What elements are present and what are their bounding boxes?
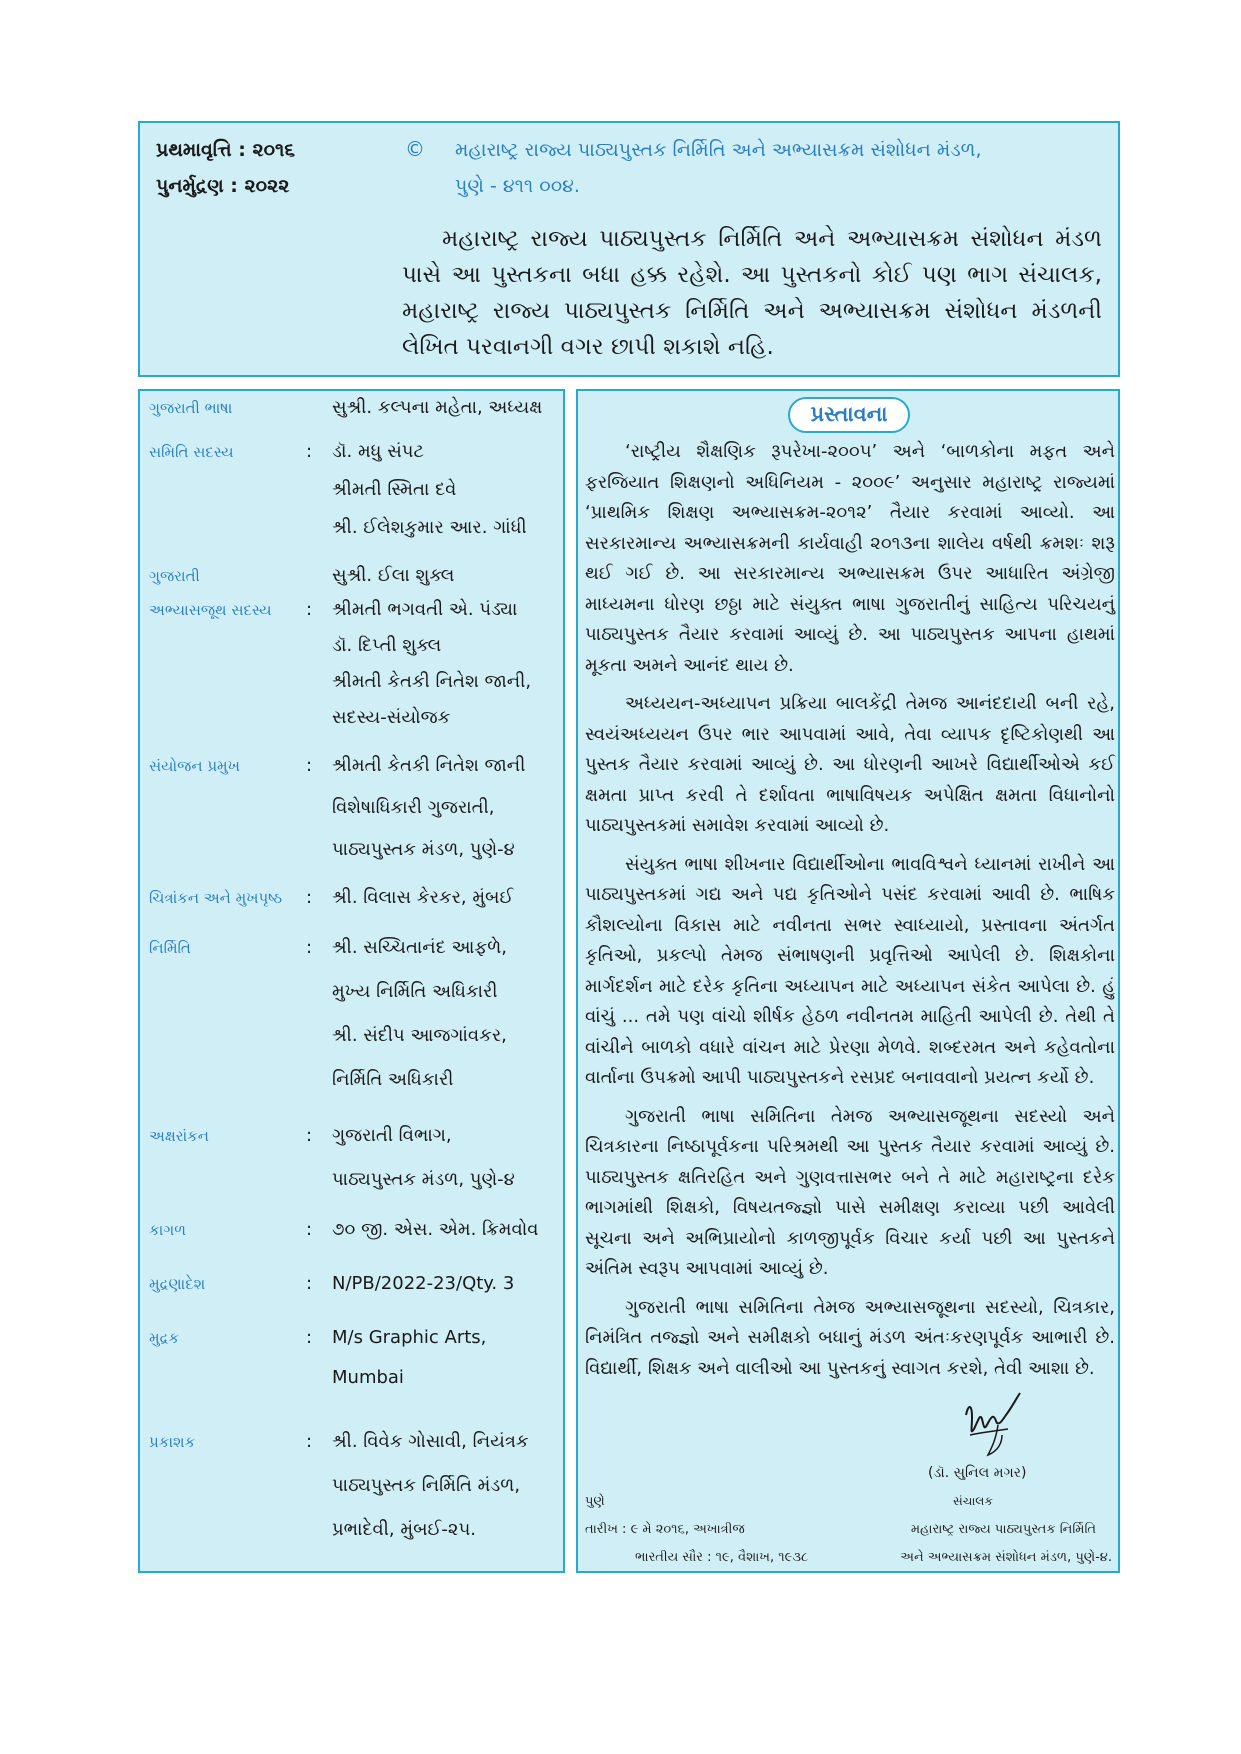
credit-label: ગુજરાતી bbox=[149, 567, 200, 585]
credit-name: નિર્મિતિ અધિકારી bbox=[332, 1069, 454, 1090]
signer-role: સંચાલક bbox=[953, 1494, 993, 1508]
credit-name: શ્રીમતી ભગવતી એ. પંડ્યા bbox=[332, 599, 518, 620]
preface-box bbox=[576, 389, 1120, 1573]
preface-paragraph: ‘રાષ્ટ્રીય શૈક્ષણિક રૂપરેખા-૨૦૦૫’ અને ‘બાળકોના મફત અને ફરજિયાત શિક્ષણનો અધિનિયમ - ૨૦૦૯’ અનુસાર મહારાષ્ટ્ર રાજ્યમાં ‘પ્રાથમિક શિક્ષણ અભ્યાસક્રમ-૨૦૧૨’ તૈયાર કરવામાં આવ્યો. આ સરકારમાન્ય અભ્યાસક્રમની કાર્યવાહી ૨૦૧૩ના શાલેય વર્ષથી ક્રમશઃ શરૂ થઈ ગઈ છે. આ સરકારમાન્ય અભ્યાસક્રમ ઉપર આધારિત અંગ્રેજી માધ્યમના ધોરણ છઠ્ઠા માટે સંયુક્ત ભાષા ગુજરાતીનું સાહિત્ય પરિચયનું પાઠ્યપુસ્તક તૈયાર કરવામાં આવ્યું છે. આ પાઠ્યપુસ્તક આપના હાથમાં મૂકતા અમને આનંદ થાય છે. bbox=[585, 441, 1115, 676]
signer-name: (ડૉ. સુનિલ મગર) bbox=[928, 1465, 1027, 1481]
credit-row bbox=[140, 1163, 567, 1207]
credit-label: ગુજરાતી ભાષા bbox=[149, 399, 233, 417]
credit-label: સમિતિ સદસ્ય bbox=[149, 443, 234, 461]
credit-name: ડૉ. મધુ સંપટ bbox=[332, 441, 424, 462]
credit-row bbox=[140, 1321, 567, 1365]
edition-first: પ્રથમાવૃત્તિ : ૨૦૧૬ bbox=[156, 139, 295, 161]
credit-colon: : bbox=[306, 599, 313, 620]
publisher-name: મહારાષ્ટ્ર રાજ્ય પાઠ્યપુસ્તક નિર્મિતિ અને અભ્યાસક્રમ સંશોધન મંડળ, bbox=[455, 139, 982, 161]
credit-row bbox=[140, 749, 567, 793]
credit-label: ચિત્રાંકન અને મુખપૃષ્ઠ bbox=[149, 889, 283, 907]
credit-colon: : bbox=[306, 441, 313, 462]
preface-title: પ્રસ્તાવના bbox=[788, 397, 910, 433]
credit-row bbox=[140, 1267, 567, 1311]
credit-colon: : bbox=[306, 1273, 313, 1294]
preface-paragraph: અધ્યયન-અધ્યાપન પ્રક્રિયા બાલકેંદ્રી તેમજ આનંદદાયી બની રહે, સ્વયંઅધ્યયન ઉપર ભાર આપવામાં આવે, તેવા વ્યાપક દૃષ્ટિકોણથી આ પુસ્તક તૈયાર કરવામાં આવ્યું છે. આ ધોરણની આખરે વિદ્યાર્થીઓએ કઈ ક્ષમતા પ્રાપ્ત કરવી તે દર્શાવતા ભાષાવિષયક અપેક્ષિત ક્ષમતા વિધાનોનો પાઠ્યપુસ્તકમાં સમાવેશ કરવામાં આવ્યો છે. bbox=[585, 693, 1115, 836]
credit-name: શ્રીમતી કેતકી નિતેશ જાની bbox=[332, 755, 526, 776]
credit-row bbox=[140, 391, 567, 435]
preface-paragraph: ગુજરાતી ભાષા સમિતિના તેમજ અભ્યાસજૂથના સદસ્યો અને ચિત્રકારના નિષ્ઠાપૂર્વકના પરિશ્રમથી આ પુસ્તક તૈયાર કરવામાં આવ્યું છે. પાઠ્યપુસ્તક ક્ષતિરહિત અને ગુણવત્તાસભર બને તે માટે મહારાષ્ટ્રના દરેક ભાગમાંથી શિક્ષકો, વિષયતજ્જ્ઞો પાસે સમીક્ષણ કરાવ્યા પછી આવેલી સૂચના અને અભિપ્રાયોનો કાળજીપૂર્વક વિચાર કર્યા પછી આ પુસ્તકને અંતિમ સ્વરૂપ આપવામાં આવ્યું છે. bbox=[585, 1105, 1115, 1279]
preface-paragraph: ગુજરાતી ભાષા સમિતિના તેમજ અભ્યાસજૂથના સદસ્યો, ચિત્રકાર, નિમંત્રિત તજ્જ્ઞો અને સમીક્ષકો બધાનું મંડળ અંતઃકરણપૂર્વક આભારી છે. વિદ્યાર્થી, શિક્ષક અને વાલીઓ આ પુસ્તકનું સ્વાગત કરશે, તેવી આશા છે. bbox=[585, 1296, 1115, 1379]
credit-name: શ્રીમતી કેતકી નિતેશ જાની, bbox=[332, 671, 532, 692]
credit-name: શ્રી. વિવેક ગોસાવી, નિયંત્રક bbox=[332, 1431, 529, 1452]
credit-row bbox=[140, 931, 567, 975]
credit-colon: : bbox=[306, 1327, 313, 1348]
credit-colon: : bbox=[306, 1125, 313, 1146]
credits-box bbox=[138, 389, 565, 1573]
credit-row bbox=[140, 701, 567, 745]
credit-row bbox=[140, 1063, 567, 1107]
preface-paragraph: સંયુક્ત ભાષા શીખનાર વિદ્યાર્થીઓના ભાવવિશ્વને ધ્યાનમાં રાખીને આ પાઠ્યપુસ્તકમાં ગદ્ય અને પદ્ય કૃતિઓને પસંદ કરવામાં આવી છે. ભાષિક કૌશલ્યોના વિકાસ માટે નવીનતા સભર સ્વાધ્યાયો, પ્રસ્તાવના અંતર્ગત કૃતિઓ, પ્રકલ્પો તેમજ સંભાષણની પ્રવૃત્તિઓ આપેલી છે. શિક્ષકોના માર્ગદર્શન માટે દરેક કૃતિના અધ્યાપન માટે અધ્યાપન સંકેત આપેલા છે. હું વાંચું ... તમે પણ વાંચો શીર્ષક હેઠળ નવીનતમ માહિતી આપેલી છે. તેથી તે વાંચીને બાળકો વધારે વાંચન માટે પ્રેરણા મેળવે. શબ્દરમત અને કહેવતોના વાર્તાના ઉપક્રમો આપી પાઠ્યપુસ્તકને રસપ્રદ બનાવવાનો પ્રયત્ન કર્યો છે. bbox=[585, 853, 1115, 1088]
credit-row bbox=[140, 1361, 567, 1405]
credit-row bbox=[140, 833, 567, 877]
credit-colon: : bbox=[306, 887, 313, 908]
credit-name: પ્રભાદેવી, મુંબઈ-૨૫. bbox=[332, 1519, 477, 1540]
credit-colon: : bbox=[306, 1431, 313, 1452]
credit-label: કાગળ bbox=[149, 1221, 186, 1239]
credit-row bbox=[140, 1425, 567, 1469]
credit-name: M/s Graphic Arts, bbox=[332, 1327, 487, 1348]
office-line: અને અભ્યાસક્રમ સંશોધન મંડળ, પુણે-૪. bbox=[900, 1550, 1112, 1565]
credit-name: શ્રી. સચ્ચિતાનંદ આફળે, bbox=[332, 937, 508, 958]
credit-name: ડૉ. દિપ્તી શુક્લ bbox=[332, 635, 442, 656]
credit-row bbox=[140, 975, 567, 1019]
rights-statement: મહારાષ્ટ્ર રાજ્ય પાઠ્યપુસ્તક નિર્મિતિ અને અભ્યાસક્રમ સંશોધન મંડળ પાસે આ પુસ્તકના બધા હક્ક રહેશે. આ પુસ્તકનો કોઈ પણ ભાગ સંચાલક, મહારાષ્ટ્ર રાજ્ય પાઠ્યપુસ્તક નિર્મિતિ અને અભ્યાસક્રમ સંશોધન મંડળની લેખિત પરવાનગી વગર છાપી શકાશે નહિ. bbox=[402, 226, 1102, 360]
credit-row bbox=[140, 511, 567, 555]
date: તારીખ : ૯ મે ૨૦૧૬, અખાત્રીજ bbox=[585, 1522, 745, 1537]
credit-name: શ્રી. સંદીપ આજગાંવકર, bbox=[332, 1025, 507, 1046]
credit-colon: : bbox=[306, 937, 313, 958]
credit-name: ગુજરાતી વિભાગ, bbox=[332, 1125, 452, 1146]
credit-label: મુદ્રક bbox=[149, 1329, 180, 1347]
credit-colon: : bbox=[306, 1219, 313, 1240]
credit-name: N/PB/2022-23/Qty. 3 bbox=[332, 1273, 515, 1294]
credit-row bbox=[140, 1119, 567, 1163]
copyright-box bbox=[138, 121, 1120, 377]
credit-name: પાઠ્યપુસ્તક મંડળ, પુણે-૪ bbox=[332, 839, 515, 860]
credit-name: શ્રીમતી સ્મિતા દવે bbox=[332, 479, 457, 500]
credit-name: મુખ્ય નિર્મિતિ અધિકારી bbox=[332, 981, 498, 1002]
credit-name: સદસ્ય-સંયોજક bbox=[332, 707, 451, 728]
edition-reprint: પુનર્મુદ્રણ : ૨૦૨૨ bbox=[156, 175, 290, 197]
credit-name: પાઠ્યપુસ્તક મંડળ, પુણે-૪ bbox=[332, 1169, 515, 1190]
credit-label: મુદ્રણાદેશ bbox=[149, 1275, 206, 1293]
credit-label: નિર્મિતિ bbox=[149, 939, 191, 957]
credit-row bbox=[140, 1513, 567, 1557]
credit-row bbox=[140, 1019, 567, 1063]
office-line: મહારાષ્ટ્ર રાજ્ય પાઠ્યપુસ્તક નિર્મિતિ bbox=[910, 1522, 1096, 1537]
credit-name: શ્રી. વિલાસ કેરકર, મુંબઈ bbox=[332, 887, 514, 908]
credit-label: અભ્યાસજૂથ સદસ્ય bbox=[149, 601, 272, 619]
signature-icon bbox=[958, 1385, 1028, 1465]
credit-row bbox=[140, 1469, 567, 1513]
credit-name: શ્રી. ઈલેશકુમાર આર. ગાંધી bbox=[332, 517, 527, 538]
copyright-icon: © bbox=[405, 137, 425, 161]
preface-body bbox=[585, 437, 1115, 1392]
place: પુણે bbox=[585, 1494, 605, 1509]
credit-name: સુશ્રી. કલ્પના મહેતા, અધ્યક્ષ bbox=[332, 397, 543, 418]
credit-name: સુશ્રી. ઈલા શુક્લ bbox=[332, 565, 455, 586]
credit-label: અક્ષરાંકન bbox=[149, 1127, 209, 1145]
credit-row bbox=[140, 1213, 567, 1257]
credit-row bbox=[140, 881, 567, 925]
credit-row bbox=[140, 791, 567, 835]
credit-name: વિશેષાધિકારી ગુજરાતી, bbox=[332, 797, 495, 818]
credit-name: Mumbai bbox=[332, 1367, 404, 1388]
credit-label: સંયોજન પ્રમુખ bbox=[149, 757, 240, 775]
credit-name: પાઠ્યપુસ્તક નિર્મિતિ મંડળ, bbox=[332, 1475, 521, 1496]
publisher-address: પુણે - ૪૧૧ ૦૦૪. bbox=[455, 175, 580, 197]
credit-name: ૭૦ જી. એસ. એમ. ક્રિમવોવ bbox=[332, 1219, 539, 1240]
credit-label: પ્રકાશક bbox=[149, 1433, 196, 1451]
credit-colon: : bbox=[306, 755, 313, 776]
saka-date: ભારતીય સૌર : ૧૯, વૈશાખ, ૧૯૩૮ bbox=[635, 1550, 809, 1565]
